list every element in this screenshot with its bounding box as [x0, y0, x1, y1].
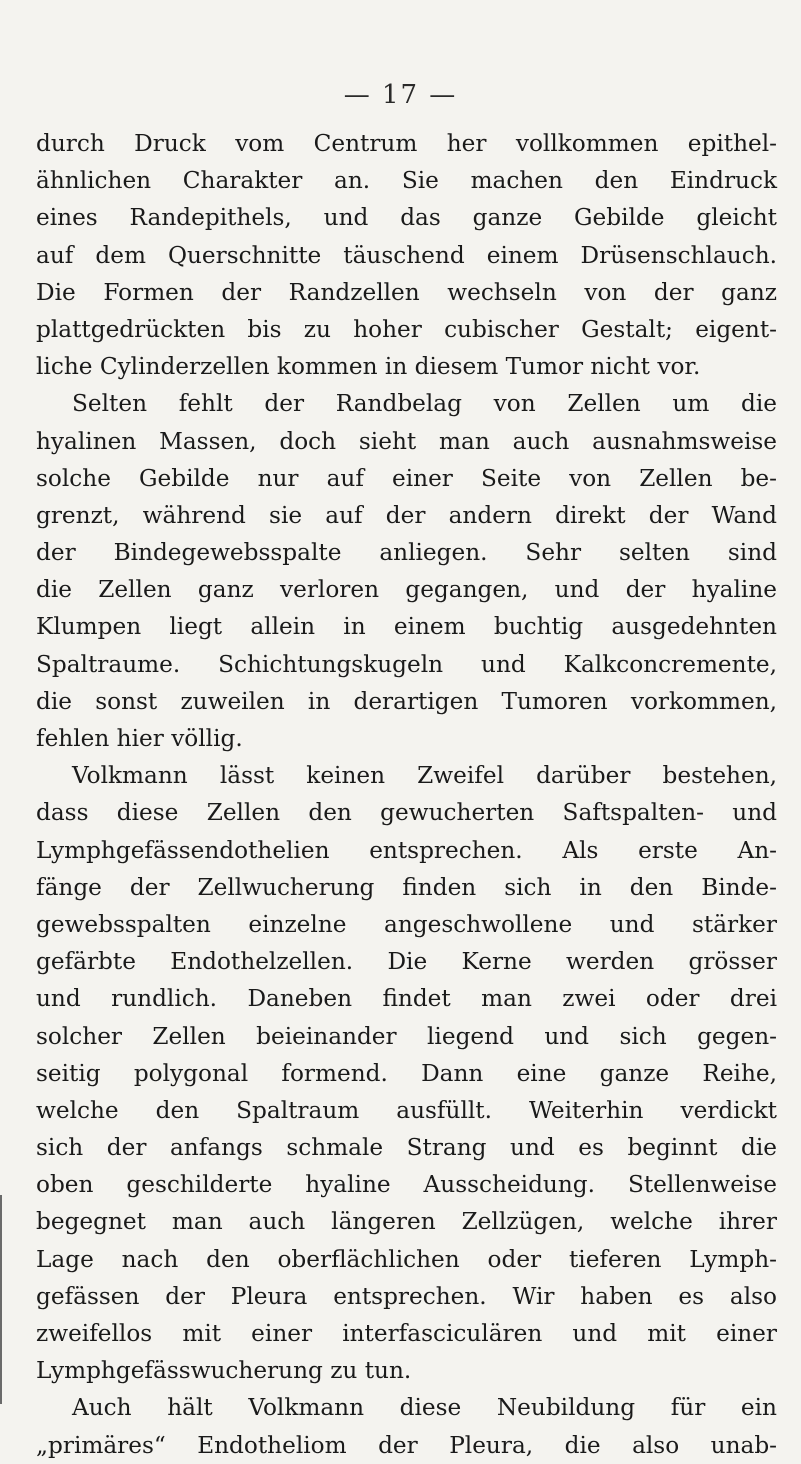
- text-line: „primäres“ Endotheliom der Pleura, die also unab-: [36, 1431, 777, 1459]
- text-line: eines Randepithels, und das ganze Gebilde gleicht: [36, 204, 777, 232]
- text-line: plattgedrückten bis zu hoher cubischer Gestalt; eigent-: [36, 315, 777, 343]
- text-line: welche den Spaltraum ausfüllt. Weiterhin verdickt: [36, 1096, 777, 1124]
- page-number: — 17 —: [343, 80, 458, 110]
- text-line: fänge der Zellwucherung finden sich in den Binde-: [36, 873, 777, 901]
- text-line: Lage nach den oberflächlichen oder tieferen Lymph-: [36, 1245, 777, 1273]
- text-line: gefässen der Pleura entsprechen. Wir haben es also: [36, 1282, 777, 1310]
- text-line: oben geschilderte hyaline Ausscheidung. Stellenweise: [36, 1171, 777, 1199]
- text-line: gefärbte Endothelzellen. Die Kerne werden grösser: [36, 948, 777, 976]
- text-line: solche Gebilde nur auf einer Seite von Zellen be-: [36, 464, 777, 492]
- text-line: Spaltraume. Schichtungskugeln und Kalkconcremente,: [36, 650, 777, 678]
- text-line: solcher Zellen beieinander liegend und sich gegen-: [36, 1022, 777, 1050]
- text-line: durch Druck vom Centrum her vollkommen epithel-: [36, 130, 777, 157]
- text-line: sich der anfangs schmale Strang und es beginnt die: [36, 1134, 777, 1162]
- text-line: auf dem Querschnitte täuschend einem Drüsenschlauch.: [36, 241, 777, 269]
- scan-edge-line: [0, 1195, 2, 1404]
- body-text: [36, 125, 777, 1464]
- text-line: Selten fehlt der Randbelag von Zellen um die: [72, 390, 777, 418]
- text-line: zweifellos mit einer interfasciculären und mit einer: [36, 1320, 777, 1347]
- text-line: begegnet man auch längeren Zellzügen, welche ihrer: [36, 1208, 777, 1236]
- text-line: die Zellen ganz verloren gegangen, und der hyaline: [36, 576, 777, 604]
- text-line: Klumpen liegt allein in einem buchtig ausgedehnten: [36, 613, 777, 641]
- text-line: gewebsspalten einzelne angeschwollene und stärker: [36, 910, 777, 938]
- text-line: liche Cylinderzellen kommen in diesem Tumor nicht vor.: [36, 353, 701, 381]
- text-line: der Bindegewebsspalte anliegen. Sehr selten sind: [36, 539, 777, 567]
- text-line: und rundlich. Daneben findet man zwei oder drei: [36, 985, 777, 1013]
- text-line: Die Formen der Randzellen wechseln von der ganz: [36, 278, 777, 306]
- text-line: Volkmann lässt keinen Zweifel darüber bestehen,: [72, 762, 777, 790]
- text-line: hyalinen Massen, doch sieht man auch ausnahmsweise: [36, 427, 777, 455]
- text-line: grenzt, während sie auf der andern direkt der Wand: [36, 501, 777, 529]
- text-line: Lymphgefässendothelien entsprechen. Als erste An-: [36, 836, 777, 864]
- text-line: fehlen hier völlig.: [36, 725, 243, 752]
- text-line: ähnlichen Charakter an. Sie machen den Eindruck: [36, 167, 777, 195]
- text-line: Lymphgefässwucherung zu tun.: [36, 1357, 412, 1385]
- text-line: dass diese Zellen den gewucherten Saftspalten- und: [36, 799, 777, 827]
- text-line: Auch hält Volkmann diese Neubildung für ein: [72, 1394, 777, 1422]
- text-line: die sonst zuweilen in derartigen Tumoren vorkommen,: [36, 687, 777, 715]
- text-line: seitig polygonal formend. Dann eine ganze Reihe,: [36, 1059, 777, 1087]
